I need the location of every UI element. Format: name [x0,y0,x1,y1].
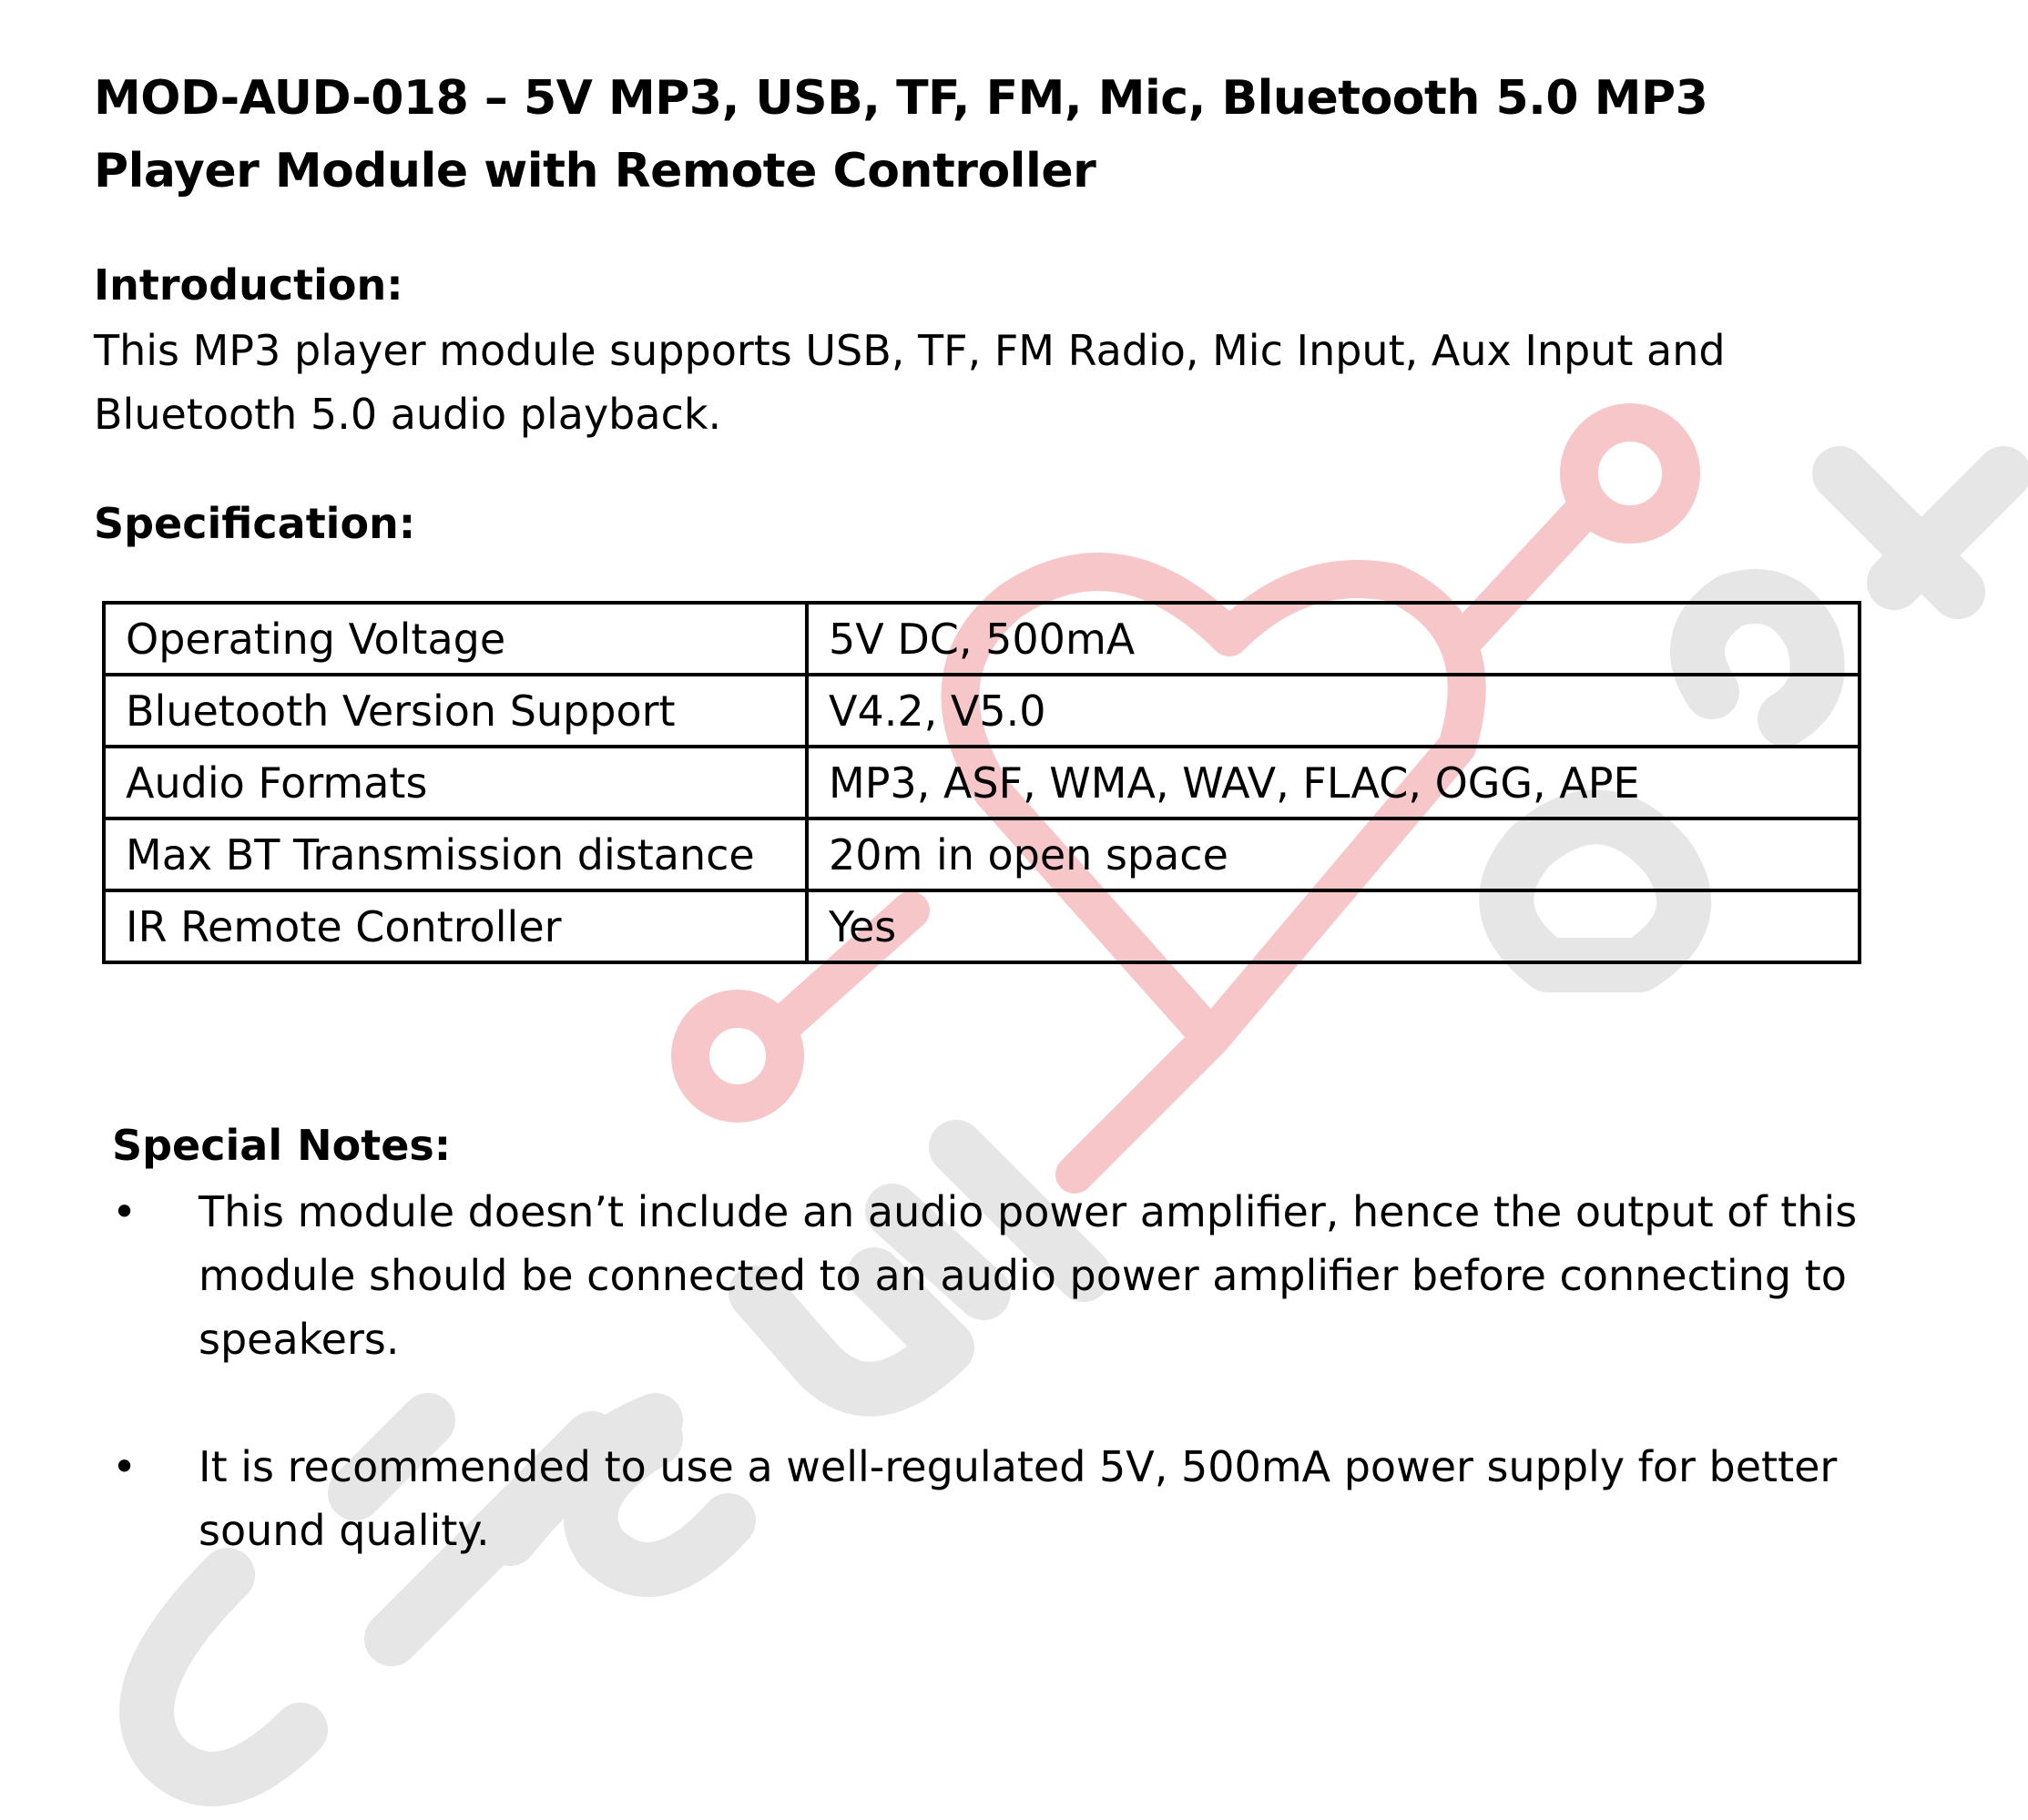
spec-label: IR Remote Controller [104,890,807,962]
spec-row-bluetooth-version [104,675,1860,747]
introduction-line-2: Bluetooth 5.0 audio playback. [94,390,722,439]
spec-value: MP3, ASF, WMA, WAV, FLAC, OGG, APE [807,747,1860,818]
spec-label: Operating Voltage [104,603,807,675]
introduction-line-1: This MP3 player module supports USB, TF, FM Radio, Mic Input, Aux Input and [94,326,1726,375]
spec-value: Yes [807,890,1860,962]
bullet-icon: • [112,1187,138,1236]
spec-row-audio-formats [104,747,1860,818]
title-line-1: MOD-AUD-018 – 5V MP3, USB, TF, FM, Mic, Bluetooth 5.0 MP3 [94,71,1708,126]
special-notes-list [112,1180,1933,1562]
spec-label: Audio Formats [104,747,807,818]
special-notes-heading: Special Notes: [112,1121,452,1170]
note-line: It is recommended to use a well-regulated 5V, 500mA power supply for better [199,1442,1838,1491]
specification-heading: Specification: [94,499,416,548]
note-line: speakers. [199,1315,400,1364]
note-text [199,1180,1929,1371]
spec-label: Bluetooth Version Support [104,675,807,747]
spec-value: 5V DC, 500mA [807,603,1860,675]
specification-table [102,601,1861,964]
note-text [199,1435,1929,1562]
bullet-icon: • [112,1442,138,1491]
spec-row-max-bt-distance [104,818,1860,890]
title-line-2: Player Module with Remote Controller [94,144,1096,198]
introduction-text [94,319,1915,446]
note-item-power-supply [112,1435,1929,1562]
note-line: sound quality. [199,1506,490,1555]
note-item-amplifier [112,1180,1929,1371]
note-line: module should be connected to an audio power amplifier before connecting to [199,1251,1847,1300]
introduction-heading: Introduction: [94,260,403,310]
spec-row-operating-voltage [104,603,1860,675]
spec-value: 20m in open space [807,818,1860,890]
document-title [94,62,1915,208]
spec-row-ir-remote [104,890,1860,962]
note-line: This module doesn’t include an audio power amplifier, hence the output of this [199,1187,1858,1236]
spec-value: V4.2, V5.0 [807,675,1860,747]
spec-label: Max BT Transmission distance [104,818,807,890]
